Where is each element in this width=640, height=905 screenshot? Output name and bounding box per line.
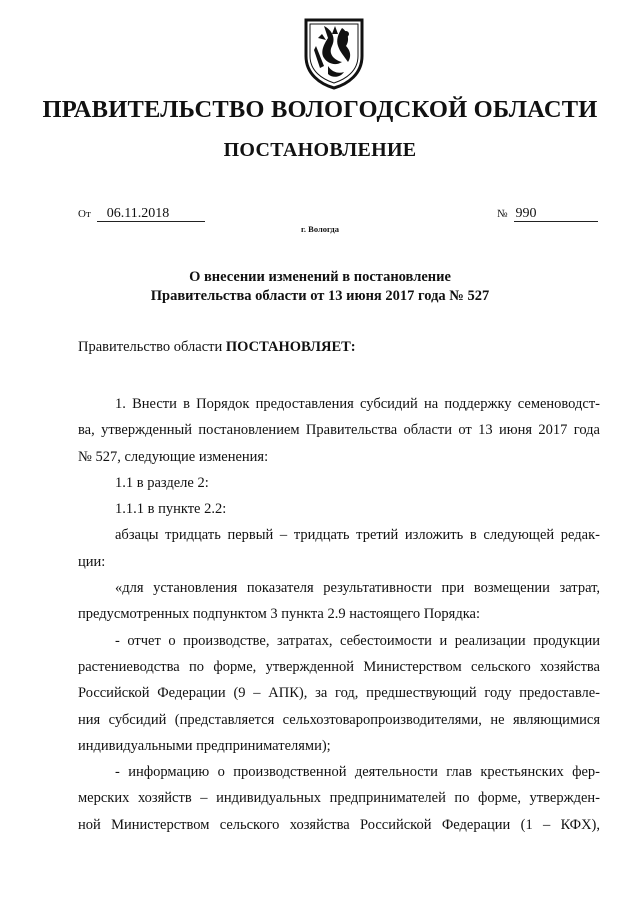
body-line: мерских хозяйств – индивидуальных предпринимателей по форме, утвержден- <box>78 790 600 807</box>
document-subject <box>0 268 640 306</box>
body-line: ния субсидий (представляется сельхозтоваропроизводителями, не являющимися <box>78 711 600 728</box>
number-field <box>497 206 598 222</box>
body-line: ции: <box>78 553 106 570</box>
body-line: 1. Внести в Порядок предоставления субсидий на поддержку семеноводст- <box>115 396 600 412</box>
body-line: растениеводства по форме, утвержденной Министерством сельского хозяйства <box>78 658 600 675</box>
body-line: 1.1 в разделе 2: <box>115 474 209 491</box>
document-body <box>78 391 600 838</box>
body-line: № 527, следующие изменения: <box>78 448 269 465</box>
number-prefix: № <box>497 208 508 220</box>
body-line: абзацы тридцать первый – тридцать третий изложить в следующей редак- <box>115 527 600 544</box>
body-line: «для установления показателя результативности при возмещении затрат, <box>115 580 600 597</box>
city: г. Вологда <box>301 224 339 234</box>
body-line: - отчет о производстве, затратах, себестоимости и реализации продукции <box>115 632 600 649</box>
body-line: Российской Федерации (9 – АПК), за год, предшествующий году предоставле- <box>78 685 600 702</box>
document-type: ПОСТАНОВЛЕНИЕ <box>223 139 417 161</box>
body-line: - информацию о производственной деятельности глав крестьянских фер- <box>115 764 600 781</box>
coat-of-arms-icon <box>302 16 366 90</box>
preamble-emphasis: ПОСТАНОВЛЯЕТ: <box>225 339 356 355</box>
preamble-text: Правительство области <box>78 339 223 355</box>
date-value: 06.11.2018 <box>97 206 205 222</box>
subject-line-2: Правительства области от 13 июня 2017 года № 527 <box>150 288 490 304</box>
subject-line-1: О внесении изменений в постановление <box>189 269 451 285</box>
organization-title: ПРАВИТЕЛЬСТВО ВОЛОГОДСКОЙ ОБЛАСТИ <box>42 96 598 123</box>
body-line: 1.1.1 в пункте 2.2: <box>115 501 227 518</box>
body-line: предусмотренных подпунктом 3 пункта 2.9 настоящего Порядка: <box>78 606 481 623</box>
body-line: индивидуальными предпринимателями); <box>78 737 331 754</box>
body-line: ной Министерством сельского хозяйства Российской Федерации (1 – КФХ), <box>78 816 600 833</box>
body-line: ва, утвержденный постановлением Правительства области от 13 июня 2017 года <box>78 422 600 439</box>
date-prefix: От <box>78 208 91 220</box>
number-value: 990 <box>514 206 598 222</box>
date-field <box>78 206 205 222</box>
preamble <box>78 339 356 356</box>
